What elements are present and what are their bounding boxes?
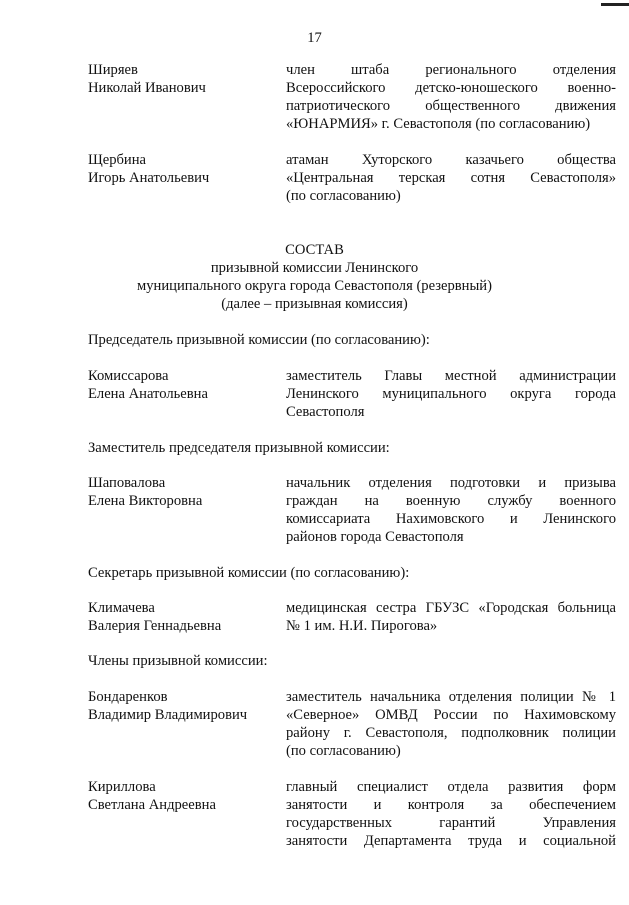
chairman-label: Председатель призывной комиссии (по согласованию): bbox=[88, 332, 430, 348]
deputy-label: Заместитель председателя призывной комиссии: bbox=[88, 440, 390, 456]
person-role: заместитель начальника отделения полиции № 1 «Северное» ОМВД России по Нахимовскому району г. Севастополя, подполковник полиции (по согласованию) bbox=[286, 689, 616, 759]
page-number: 17 bbox=[307, 30, 322, 46]
members-label: Члены призывной комиссии: bbox=[88, 653, 268, 669]
person-name: Ширяев Николай Иванович bbox=[88, 62, 206, 96]
person-name: Щербина Игорь Анатольевич bbox=[88, 152, 210, 186]
heading-line: призывной комиссии Ленинского bbox=[210, 260, 419, 276]
person-name: Кириллова Светлана Андреевна bbox=[88, 779, 216, 813]
corner-mark bbox=[601, 3, 629, 6]
heading-line: (далее – призывная комиссия) bbox=[221, 296, 408, 312]
person-role: заместитель Главы местной администрации Ленинского муниципального округа города Севастополя bbox=[286, 368, 616, 420]
commission-heading bbox=[0, 241, 629, 313]
person-role: член штаба регионального отделения Всероссийского детско-юношеского военно- патриотического общественного движения «ЮНАРМИЯ» г. Севастополя (по согласованию) bbox=[286, 62, 616, 132]
person-name: Бондаренков Владимир Владимирович bbox=[88, 689, 248, 723]
person-name: Климачева Валерия Геннадьевна bbox=[88, 600, 222, 634]
person-role: медицинская сестра ГБУЗС «Городская больница № 1 им. Н.И. Пирогова» bbox=[286, 600, 616, 634]
heading-line: муниципального округа города Севастополя (резервный) bbox=[137, 278, 492, 294]
person-name: Шаповалова Елена Викторовна bbox=[88, 475, 203, 509]
person-role: начальник отделения подготовки и призыва граждан на военную службу военного комиссариата Нахимовского и Ленинского районов города Севастополя bbox=[286, 475, 616, 545]
secretary-label: Секретарь призывной комиссии (по согласованию): bbox=[88, 565, 410, 581]
person-role: атаман Хуторского казачьего общества «Центральная терская сотня Севастополя» (по согласованию) bbox=[286, 152, 616, 204]
heading-title: СОСТАВ bbox=[285, 242, 344, 258]
person-name: Комиссарова Елена Анатольевна bbox=[88, 368, 208, 402]
person-role: главный специалист отдела развития форм занятости и контроля за обеспечением государственных гарантий Управления занятости Департамента труда и социальной bbox=[286, 779, 616, 849]
